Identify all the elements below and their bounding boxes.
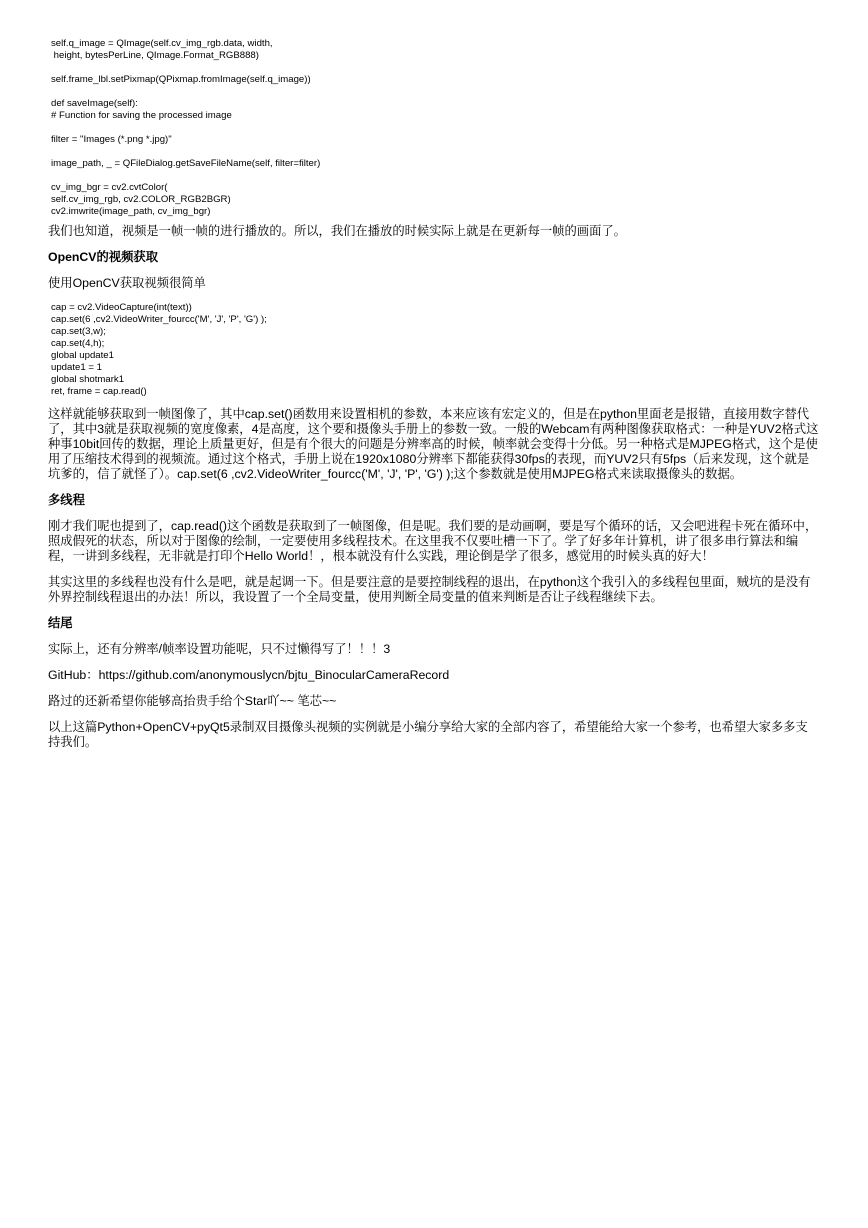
code-line: image_path, _ = QFileDialog.getSaveFileName(self, filter=filter) bbox=[51, 158, 321, 169]
code-line bbox=[51, 146, 820, 158]
code-line: height, bytesPerLine, QImage.Format_RGB888) bbox=[51, 50, 259, 61]
code-block-save-image bbox=[51, 38, 820, 218]
paragraph-resolution-note: 实际上，还有分辨率/帧率设置功能呢，只不过懒得写了！！！3 bbox=[48, 642, 391, 656]
document-page bbox=[48, 38, 820, 750]
paragraph-threading: 刚才我们呢也提到了，cap.read()这个函数是获取到了一帧图像，但是呢。我们要的是动画啊，要是写个循环的话，又会吧进程卡死在循环中，照成假死的状态，所以对于图像的绘制，一定要使用多线程技术。在这里我不仅要吐槽一下了。学了好多年计算机，讲了很多串行算法和编程，一讲到多线程，无非就是打印个Hello World！，根本就没有什么实践，理论倒是学了很多，感觉用的时候头真的好大！ bbox=[48, 519, 818, 563]
code-block-capture bbox=[51, 302, 820, 398]
code-line bbox=[51, 62, 820, 74]
code-line: cap.set(6 ,cv2.VideoWriter_fourcc('M', 'J', 'P', 'G') ); bbox=[51, 314, 267, 325]
paragraph-cap-set: 这样就能够获取到一帧图像了，其中cap.set()函数用来设置相机的参数，本来应该有宏定义的，但是在python里面老是报错，直接用数字替代了，其中3就是获取视频的宽度像素，4是高度，这个要和摄像头手册上的参数一致。一般的Webcam有两种图像获取格式：一种是YUV2格式这种事10bit回传的数据，理论上质量更好，但是有个很大的问题是分辨率高的时候，帧率就会变得十分低。另一种格式是MJPEG格式，这个是使用了压缩技术得到的视频流。通过这个格式，手册上说在1920x1080分辨率下都能获得30fps的表现，而YUV2只有5fps（后来发现，这个就是坑爹的，信了就怪了）。cap.set(6 ,cv2.VideoWriter_fourcc('M', 'J', 'P', 'G') );这个参数就是使用MJPEG格式来读取摄像头的数据。 bbox=[48, 407, 819, 481]
section-heading-ending: 结尾 bbox=[48, 616, 73, 630]
code-line bbox=[51, 86, 820, 98]
code-line: update1 = 1 bbox=[51, 362, 102, 373]
paragraph-thread-exit: 其实这里的多线程也没有什么是吧，就是起调一下。但是要注意的是要控制线程的退出，在python这个我引入的多线程包里面，贼坑的是没有外界控制线程退出的办法！所以，我设置了一个全局变量，使用判断全局变量的值来判断是否让子线程继续下去。 bbox=[48, 575, 811, 604]
code-line: cap.set(4,h); bbox=[51, 338, 105, 349]
code-line: cv2.imwrite(image_path, cv_img_bgr) bbox=[51, 206, 211, 217]
code-line bbox=[51, 122, 820, 134]
paragraph-video-frames: 我们也知道，视频是一帧一帧的进行播放的。所以，我们在播放的时候实际上就是在更新每一帧的画面了。 bbox=[48, 224, 626, 238]
code-line: self.q_image = QImage(self.cv_img_rgb.data, width, bbox=[51, 38, 273, 49]
code-line: self.cv_img_rgb, cv2.COLOR_RGB2BGR) bbox=[51, 194, 231, 205]
code-line: filter = "Images (*.png *.jpg)" bbox=[51, 134, 172, 145]
code-line: ret, frame = cap.read() bbox=[51, 386, 147, 397]
code-line: global update1 bbox=[51, 350, 114, 361]
paragraph-opencv-intro: 使用OpenCV获取视频很简单 bbox=[48, 276, 206, 290]
paragraph-github: GitHub：https://github.com/anonymouslycn/bjtu_BinocularCameraRecord bbox=[48, 668, 450, 682]
code-line: self.frame_lbl.setPixmap(QPixmap.fromImage(self.q_image)) bbox=[51, 74, 311, 85]
code-line: def saveImage(self): bbox=[51, 98, 138, 109]
code-line: # Function for saving the processed image bbox=[51, 110, 232, 121]
section-heading-threading: 多线程 bbox=[48, 493, 85, 507]
code-line: cap.set(3,w); bbox=[51, 326, 106, 337]
code-line bbox=[51, 170, 820, 182]
code-line: global shotmark1 bbox=[51, 374, 125, 385]
code-line: cap = cv2.VideoCapture(int(text)) bbox=[51, 302, 192, 313]
paragraph-closing: 以上这篇Python+OpenCV+pyQt5录制双目摄像头视频的实例就是小编分享给大家的全部内容了，希望能给大家一个参考，也希望大家多多支持我们。 bbox=[48, 720, 808, 749]
section-heading-opencv: OpenCV的视频获取 bbox=[48, 250, 158, 264]
paragraph-star-request: 路过的还新希望你能够高抬贵手给个Star吖~~ 笔芯~~ bbox=[48, 694, 337, 708]
code-line: cv_img_bgr = cv2.cvtColor( bbox=[51, 182, 168, 193]
